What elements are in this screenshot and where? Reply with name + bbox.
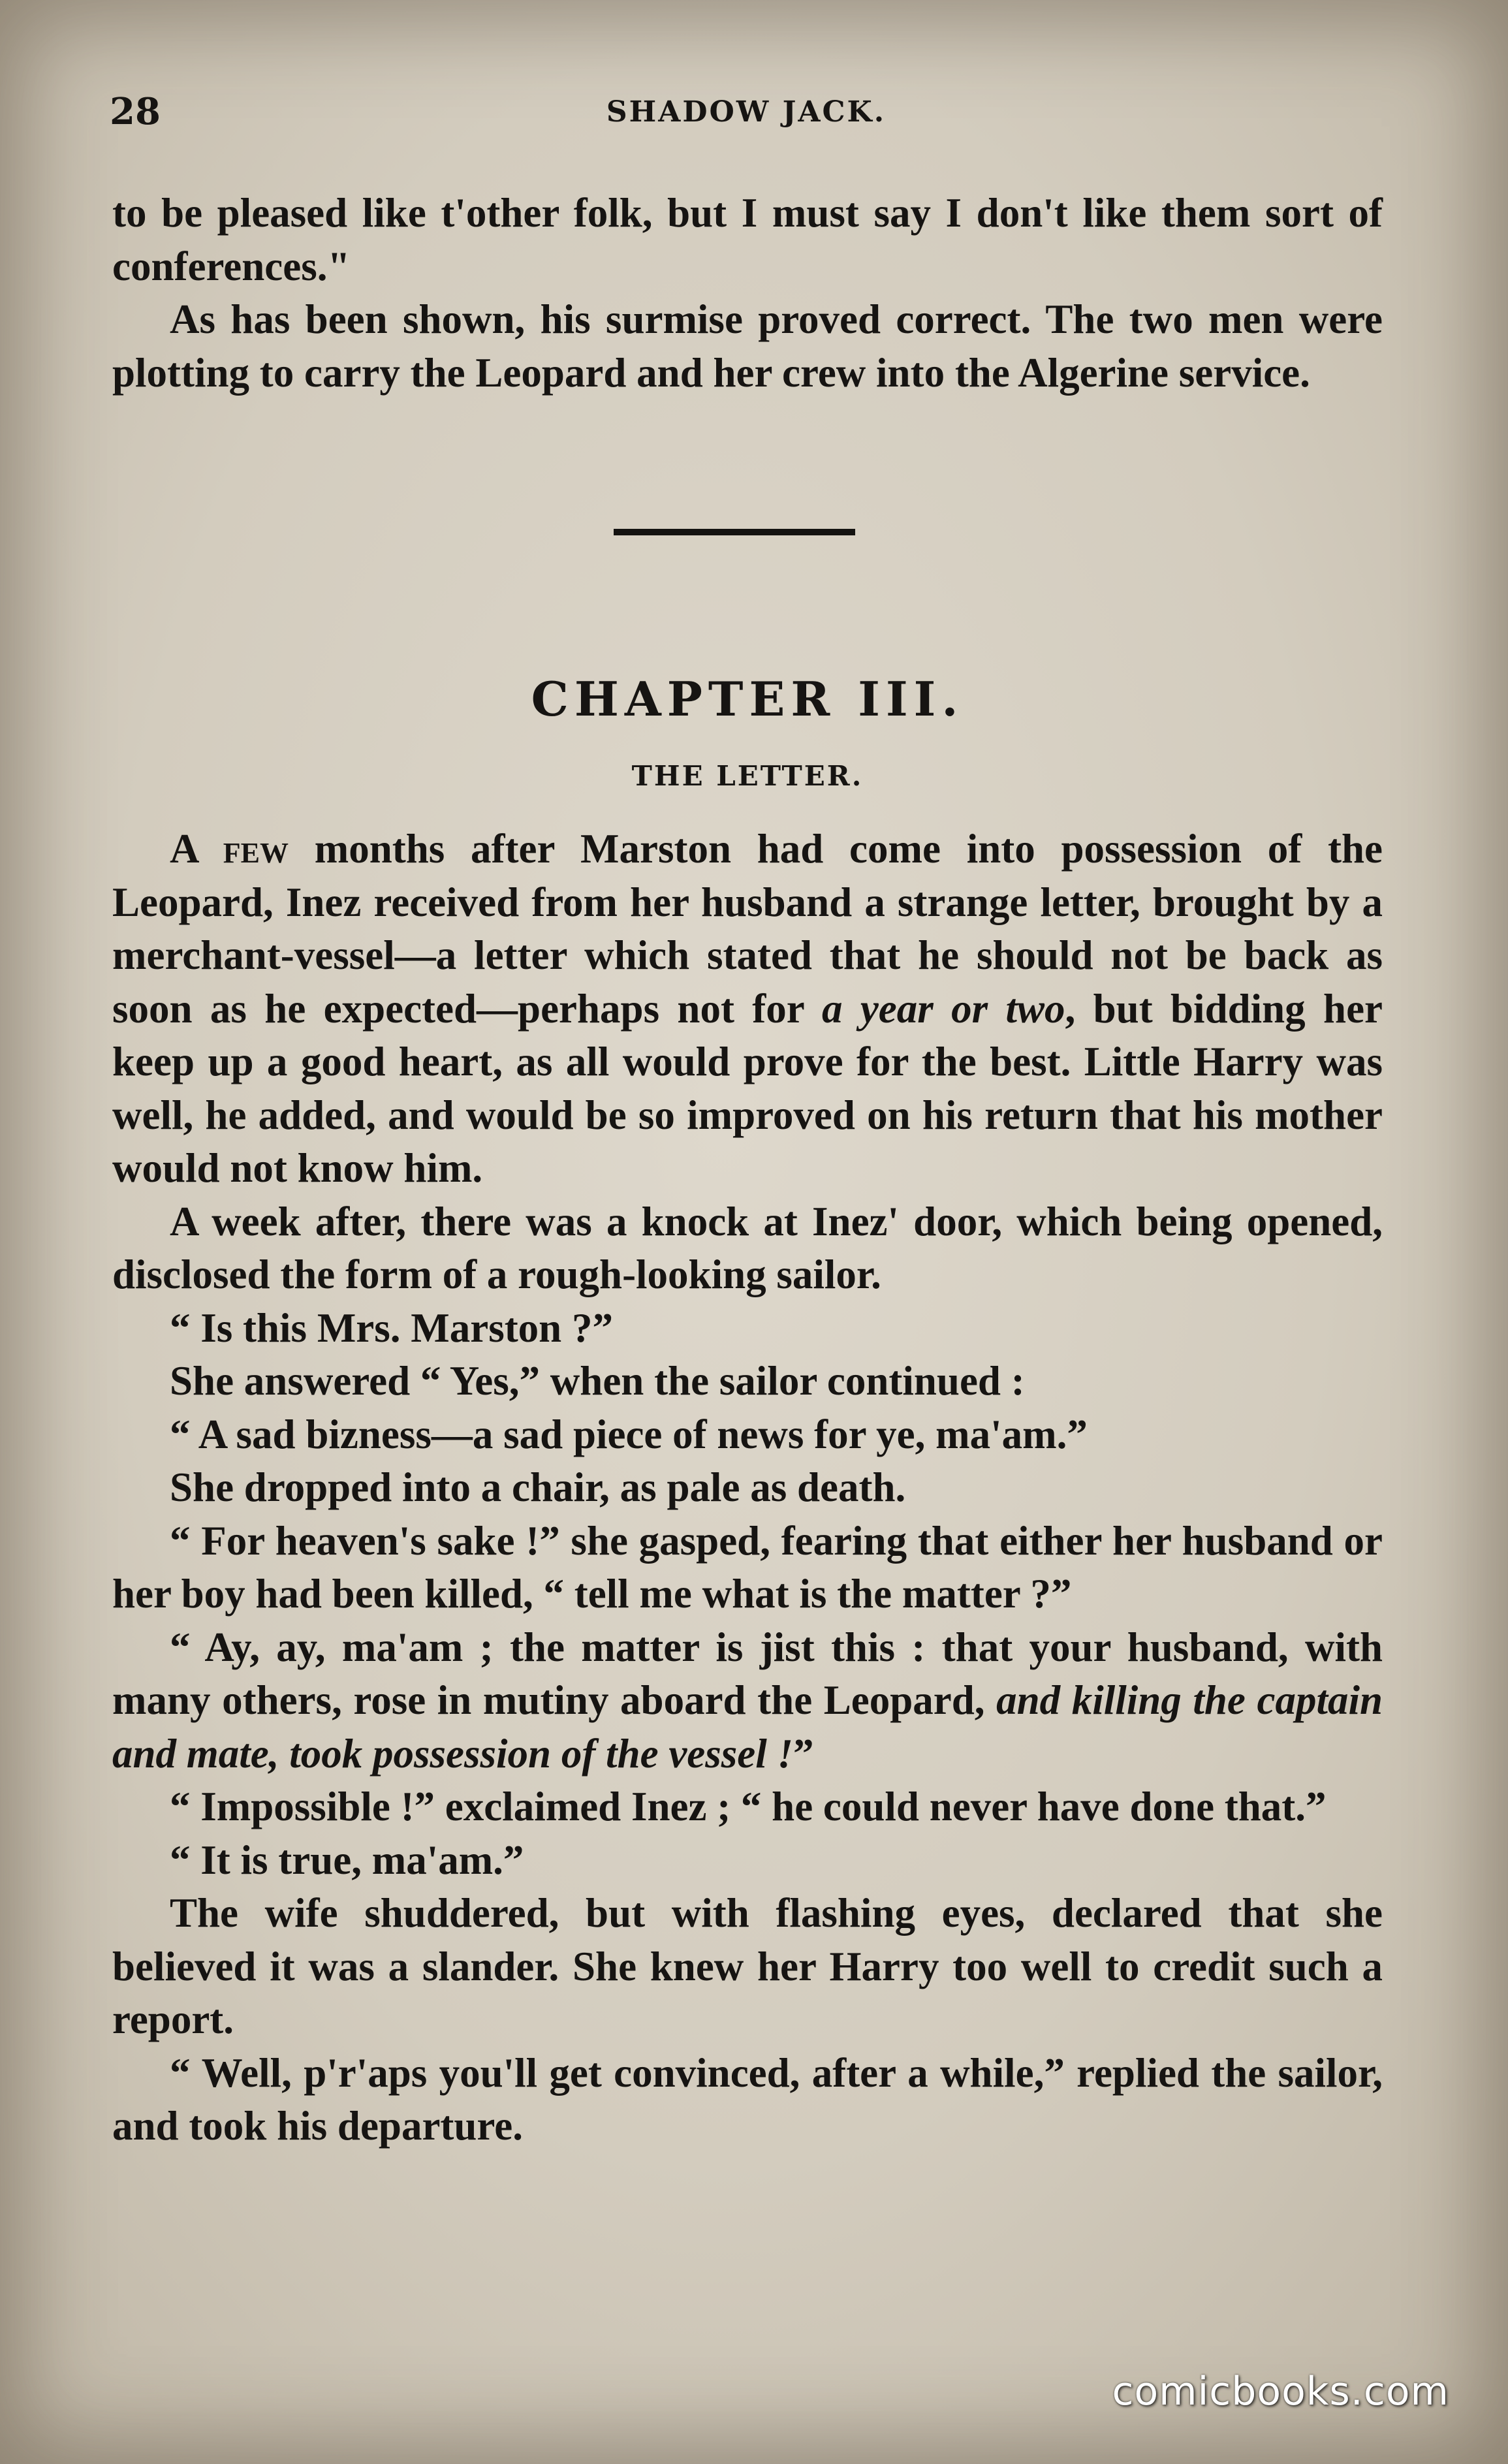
chapter-subtitle: THE LETTER.	[631, 760, 864, 792]
paragraph: As has been shown, his surmise proved correct. The two men were plotting to carry the Leopard and her crew into the Algerine service.	[112, 296, 1383, 396]
closing-quote: ”	[793, 1730, 814, 1777]
paragraph	[112, 1621, 1383, 1781]
paragraph: “ For heaven's sake !” she gasped, fearing that either her husband or her boy had been killed, “ tell me what is the matter ?”	[112, 1517, 1383, 1617]
italic-phrase: a year or two	[821, 985, 1065, 1032]
page-number: 28	[110, 90, 161, 133]
paragraph: to be pleased like t'other folk, but I must say I don't like them sort of conferences."	[112, 190, 1383, 289]
paragraph: The wife shuddered, but with flashing eyes, declared that she believed it was a slander. She knew her Harry too well to credit such a report.	[112, 1890, 1383, 2042]
italic-phrase: and killing the captain and mate, took possession of the vessel !	[112, 1677, 1383, 1777]
running-head	[110, 90, 1383, 133]
paragraph: “ It is true, ma'am.”	[170, 1837, 524, 1883]
paragraph: A week after, there was a knock at Inez' door, which being opened, disclosed the form of a rough-looking sailor.	[112, 1198, 1383, 1297]
drop-lead-letter: A	[170, 826, 198, 872]
paragraph: She dropped into a chair, as pale as death.	[170, 1464, 906, 1510]
section-divider-rule	[614, 529, 855, 535]
paragraph	[112, 823, 1383, 1195]
paragraph: “ Well, p'r'aps you'll get convinced, after a while,” replied the sailor, and took his departure.	[112, 2049, 1383, 2149]
paragraph: She answered “ Yes,” when the sailor continued :	[170, 1358, 1025, 1404]
site-watermark: comicbooks.com	[1112, 2369, 1449, 2414]
paragraph-text: , but bidding her keep up a good heart, as all would prove for the best. Little Harry was well, he added, and would be so improved on his return that his mother would not know him.	[112, 985, 1383, 1191]
paragraph: “ Is this Mrs. Marston ?”	[170, 1304, 613, 1351]
running-title: SHADOW JACK.	[606, 95, 887, 129]
paragraph: “ A sad bizness—a sad piece of news for ye, ma'am.”	[170, 1411, 1088, 1457]
lead-word-smallcaps: few	[223, 826, 289, 872]
chapter-heading: CHAPTER III.	[531, 671, 964, 727]
paragraph-text: “ Ay, ay, ma'am ; the matter is jist this : that your husband, with many others, rose in mutiny aboard the Leopard,	[112, 1624, 1383, 1723]
chapter-body	[112, 823, 1383, 2153]
paragraph: “ Impossible !” exclaimed Inez ; “ he could never have done that.”	[170, 1784, 1327, 1829]
paragraph-text: months after Marston had come into possession of the Leopard, Inez received from her husband a strange letter, brought by a merchant-vessel—a letter which stated that he should not be back as soon as he expected—perhaps not for	[112, 826, 1383, 1032]
previous-chapter-ending	[112, 187, 1383, 400]
